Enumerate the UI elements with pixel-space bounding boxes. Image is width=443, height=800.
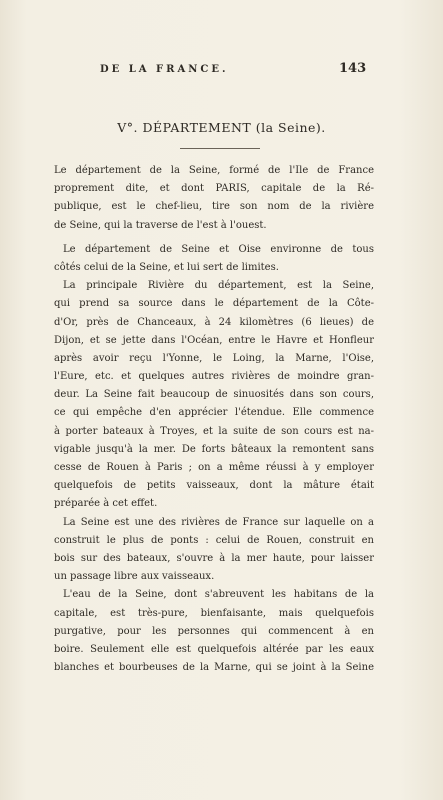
text-line: boire. Seulement elle est quelquefois altérée par les eaux bbox=[54, 643, 374, 655]
running-title: DE LA FRANCE. bbox=[100, 64, 229, 75]
text-line: à porter bateaux à Troyes, et la suite de son cours est na- bbox=[54, 425, 374, 437]
text-line: de Seine, qui la traverse de l'est à l'ouest. bbox=[54, 219, 267, 231]
text-line: un passage libre aux vaisseaux. bbox=[54, 571, 215, 583]
text-line: préparée à cet effet. bbox=[54, 498, 158, 510]
text-line: Le département de la Seine, formé de l'Ile de France bbox=[54, 165, 374, 176]
text-line: qui prend sa source dans le département de la Côte- bbox=[54, 298, 374, 310]
section-title-block bbox=[0, 120, 443, 135]
text-line: publique, est le chef-lieu, tire son nom de la rivière bbox=[54, 201, 374, 213]
text-line: l'Eure, etc. et quelques autres rivières de moindre gran- bbox=[54, 371, 374, 383]
text-line: d'Or, près de Chanceaux, à 24 kilomètres (6 lieues) de bbox=[54, 316, 374, 328]
paragraph bbox=[54, 162, 374, 235]
text-line: La principale Rivière du département, est la Seine, bbox=[63, 280, 374, 292]
text-line: après avoir reçu l'Yonne, le Loing, la Marne, l'Oise, bbox=[54, 352, 374, 364]
section-title: V°. DÉPARTEMENT (la Seine). bbox=[117, 120, 326, 135]
text-line: bois sur des bateaux, s'ouvre à la mer haute, pour laisser bbox=[54, 552, 374, 564]
body-text bbox=[54, 162, 374, 677]
text-line: purgative, pour les personnes qui commencent à en bbox=[54, 625, 374, 637]
page-number: 143 bbox=[339, 61, 367, 76]
running-head bbox=[0, 61, 443, 80]
text-line: blanches et bourbeuses de la Marne, qui se joint à la Seine bbox=[54, 662, 374, 674]
text-line: capitale, est très-pure, bienfaisante, mais quelquefois bbox=[54, 607, 374, 619]
text-line: ce qui empêche d'en apprécier l'étendue. Elle commence bbox=[54, 407, 374, 419]
text-line: Dijon, et se jette dans l'Océan, entre le Havre et Honfleur bbox=[54, 334, 374, 346]
text-line: construit le plus de ponts : celui de Rouen, construit en bbox=[54, 534, 374, 546]
paragraph bbox=[54, 514, 374, 587]
text-line: côtés celui de la Seine, et lui sert de limites. bbox=[54, 261, 279, 273]
text-line: L'eau de la Seine, dont s'abreuvent les habitans de la bbox=[63, 589, 374, 601]
text-line: deur. La Seine fait beaucoup de sinuosités dans son cours, bbox=[54, 389, 374, 401]
text-line: cesse de Rouen à Paris ; on a même réussi à y employer bbox=[54, 462, 374, 473]
title-rule bbox=[180, 148, 260, 149]
paragraph bbox=[54, 277, 374, 513]
text-line: vigable jusqu'à la mer. De forts bâteaux la remontent sans bbox=[54, 443, 374, 455]
text-line: quelquefois de petits vaisseaux, dont la mâture était bbox=[54, 480, 374, 492]
text-line: La Seine est une des rivières de France sur laquelle on a bbox=[63, 516, 374, 528]
paragraph bbox=[54, 586, 374, 677]
paragraph bbox=[54, 241, 374, 277]
text-line: proprement dite, et dont PARIS, capitale de la Ré- bbox=[54, 183, 374, 195]
text-line: Le département de Seine et Oise environne de tous bbox=[63, 243, 374, 255]
